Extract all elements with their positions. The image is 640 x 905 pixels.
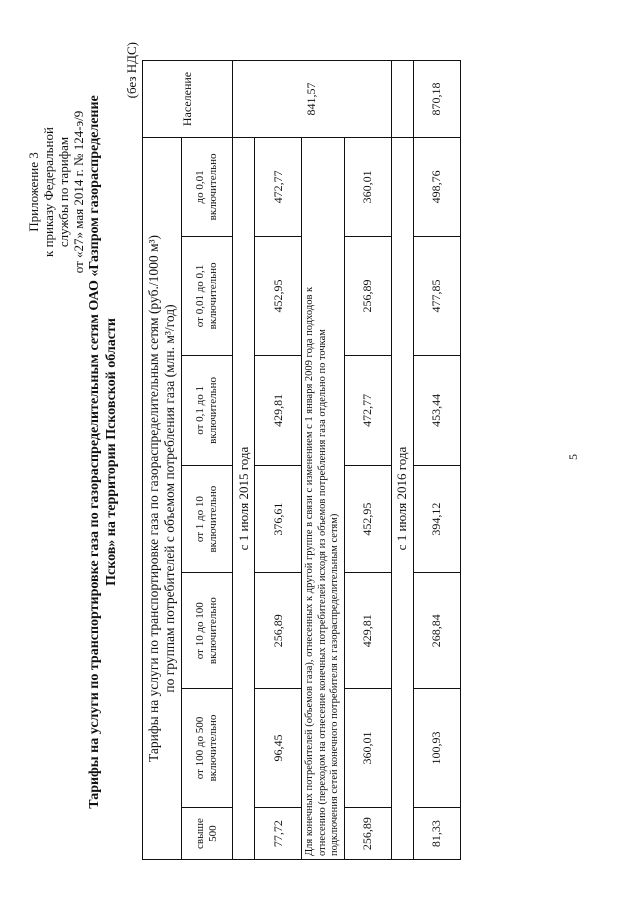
population-spacer — [391, 61, 413, 138]
column-header: от 100 до 500 включительно — [182, 688, 233, 807]
appendix-line: к приказу Федеральной — [41, 127, 56, 257]
vat-note: (без НДС) — [124, 42, 139, 99]
title-line-2: Псков» на территории Псковской области — [104, 318, 119, 586]
table-cell: 452,95 — [255, 236, 302, 355]
column-header: от 10 до 100 включительно — [182, 573, 233, 688]
period-2015-label: с 1 июля 2015 года — [233, 138, 255, 860]
note-line: Для конечных потребителей (объемов газа), отнесенных к другой группе в связи с изменением с 1 января 2009 года подходов к — [304, 286, 315, 856]
table-cell: 100,93 — [413, 688, 460, 807]
column-header: от 0,1 до 1 включительно — [182, 356, 233, 466]
table-cell: 256,89 — [344, 808, 391, 860]
population-value-2016: 870,18 — [413, 61, 460, 138]
column-header: от 1 до 10 включительно — [182, 465, 233, 573]
appendix-block — [26, 42, 86, 342]
table-cell: 453,44 — [413, 356, 460, 466]
title-line-1: Тарифы на услуги по транспортировке газа по газораспределительным сетям ОАО «Газпром газораспределение — [87, 95, 102, 809]
appendix-order-ref: от «27» мая 2014 г. № 124-э/9 — [71, 110, 86, 274]
table-cell: 429,81 — [344, 573, 391, 688]
page-number: 5 — [566, 454, 580, 460]
appendix-line: службы по тарифам — [56, 136, 71, 248]
table-row — [255, 61, 302, 860]
period-2016-label: с 1 июля 2016 года — [391, 138, 413, 860]
column-header: до 0,01 включительно — [182, 138, 233, 237]
note-row — [302, 61, 345, 860]
table-cell: 472,77 — [344, 356, 391, 466]
table-cell: 81,33 — [413, 808, 460, 860]
table-cell: 360,01 — [344, 138, 391, 237]
appendix-line: Приложение 3 — [26, 152, 41, 232]
table-cell: 268,84 — [413, 573, 460, 688]
table-cell: 360,01 — [344, 688, 391, 807]
column-headers-row — [182, 61, 233, 860]
column-header: свыше 500 — [182, 808, 233, 860]
table-cell: 452,95 — [344, 465, 391, 573]
table-cell: 256,89 — [344, 236, 391, 355]
column-header: от 0,01 до 0,1 включительно — [182, 236, 233, 355]
header-line-2: по группам потребителей с объемом потребления газа (млн. м³/год) — [162, 304, 177, 693]
table-cell: 96,45 — [255, 688, 302, 807]
table-cell: 498,76 — [413, 138, 460, 237]
tariff-group-header — [143, 138, 182, 860]
tariffs-table — [142, 60, 461, 860]
transition-note — [302, 138, 345, 860]
table-cell: 256,89 — [255, 573, 302, 688]
population-value-2015: 841,57 — [233, 61, 392, 138]
note-line: подключения сетей конечного потребителя к газораспределительным сетям) — [329, 513, 340, 856]
table-row — [413, 61, 460, 860]
table-cell: 477,85 — [413, 236, 460, 355]
table-cell: 77,72 — [255, 808, 302, 860]
table-cell: 429,81 — [255, 356, 302, 466]
rotated-landscape-content — [20, 22, 620, 882]
table-cell: 376,61 — [255, 465, 302, 573]
table-cell: 394,12 — [413, 465, 460, 573]
period-row — [391, 61, 413, 860]
period-row — [233, 61, 255, 860]
table-header-row — [143, 61, 182, 860]
population-header: Население — [143, 61, 233, 138]
table-row — [344, 61, 391, 860]
document-title — [86, 62, 120, 842]
header-line-1: Тарифы на услуги по транспортировке газа по газораспределительным сетям (руб./1000 м³) — [146, 234, 161, 763]
note-line: отнесению (переходом на отнесение конечных потребителей исходя из объемов потребления газа отдельно по точкам — [316, 329, 328, 856]
table-cell: 472,77 — [255, 138, 302, 237]
